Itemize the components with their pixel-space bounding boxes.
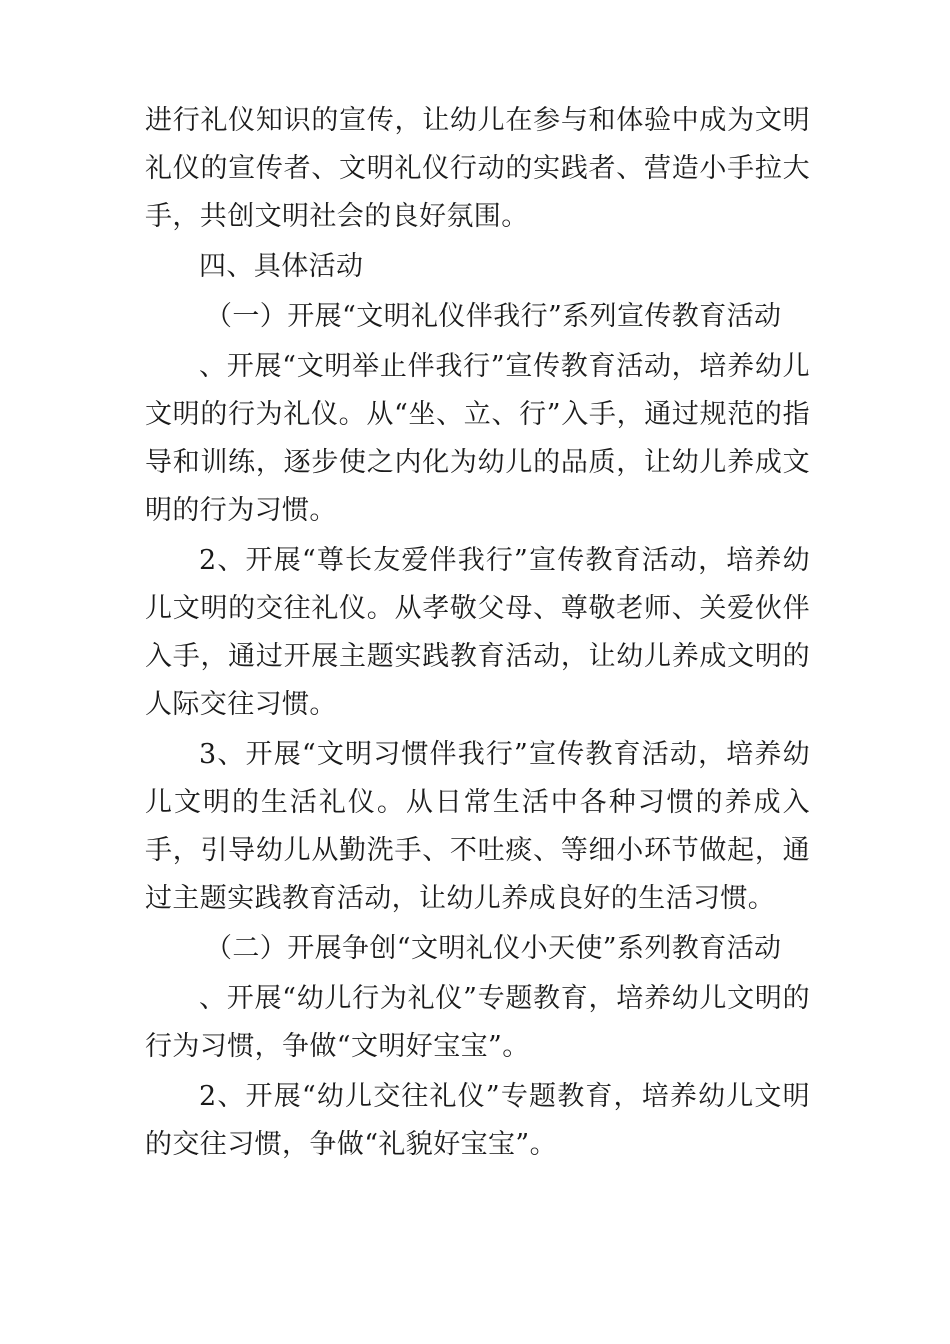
list-item: 2、开展“尊长友爱伴我行”宣传教育活动，培养幼儿文明的交往礼仪。从孝敬父母、尊敬老师、关爱伙伴入手，通过开展主题实践教育活动，让幼儿养成文明的人际交往习惯。	[145, 545, 810, 720]
subsection-heading: （二）开展争创“文明礼仪小天使”系列教育活动	[205, 933, 782, 964]
list-item: 、开展“幼儿行为礼仪”专题教育，培养幼儿文明的行为习惯，争做“文明好宝宝”。	[145, 983, 810, 1062]
subsection-heading: （一）开展“文明礼仪伴我行”系列宣传教育活动	[205, 301, 782, 332]
section-heading: 四、具体活动	[199, 251, 364, 282]
paragraph-continuation: 进行礼仪知识的宣传，让幼儿在参与和体验中成为文明礼仪的宣传者、文明礼仪行动的实践者、营造小手拉大手，共创文明社会的良好氛围。	[145, 105, 810, 232]
list-item: 2、开展“幼儿交往礼仪”专题教育，培养幼儿文明的交往习惯，争做“礼貌好宝宝”。	[145, 1081, 810, 1160]
list-item: 、开展“文明举止伴我行”宣传教育活动，培养幼儿文明的行为礼仪。从“坐、立、行”入手，通过规范的指导和训练，逐步使之内化为幼儿的品质，让幼儿养成文明的行为习惯。	[145, 351, 810, 526]
document-body	[145, 97, 810, 1171]
list-item: 3、开展“文明习惯伴我行”宣传教育活动，培养幼儿文明的生活礼仪。从日常生活中各种习惯的养成入手，引导幼儿从勤洗手、不吐痰、等细小环节做起，通过主题实践教育活动，让幼儿养成良好的生活习惯。	[145, 739, 810, 914]
